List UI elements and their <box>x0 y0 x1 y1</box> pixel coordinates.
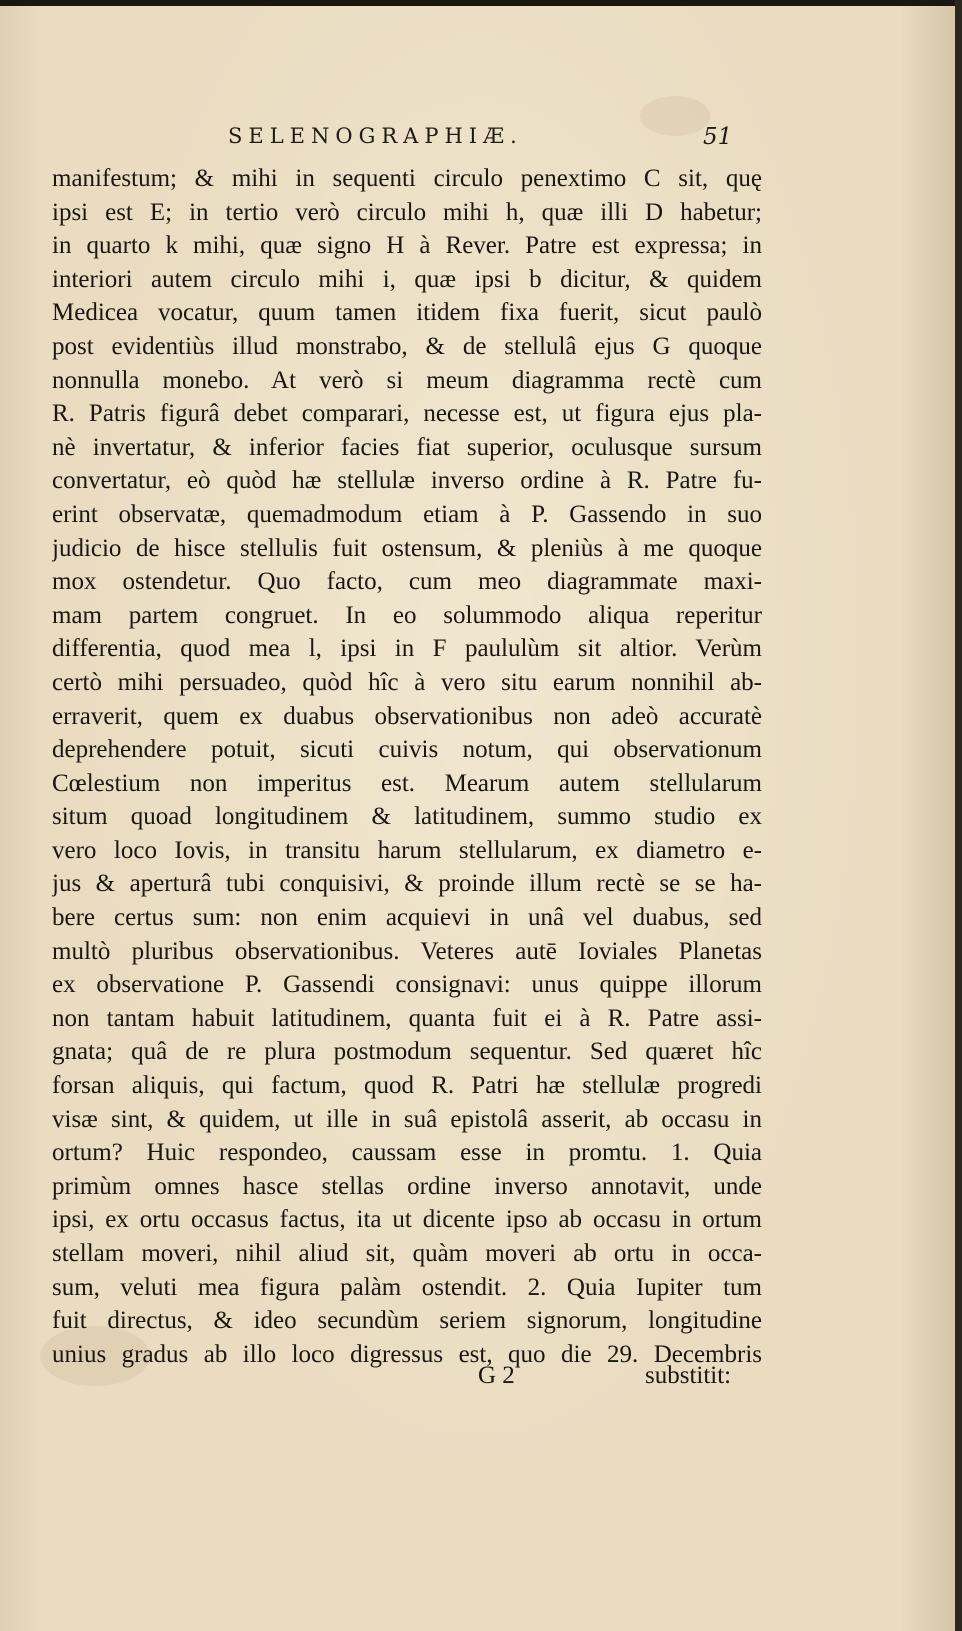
text-line: vero loco Iovis, in transitu harum stellularum, ex diametro e- <box>52 836 762 864</box>
text-line: convertatur, eò quòd hæ stellulæ inverso ordine à R. Patre fu- <box>52 467 762 495</box>
text-line: fuit directus, & ideo secundùm seriem signorum, longitudine <box>52 1307 762 1335</box>
running-head: SELENOGRAPHIÆ. <box>228 124 523 148</box>
text-line: post evidentiùs illud monstrabo, & de stellulâ ejus G quoque <box>52 332 762 360</box>
text-line: judicio de hisce stellulis fuit ostensum, & pleniùs à me quoque <box>52 534 762 562</box>
text-line: Cœlestium non imperitus est. Mearum autem stellularum <box>52 769 762 797</box>
text-line: ex observatione P. Gassendi consignavi: unus quippe illorum <box>52 971 762 999</box>
text-line: sum, veluti mea figura palàm ostendit. 2. Quia Iupiter tum <box>52 1273 762 1301</box>
text-line: manifestum; & mihi in sequenti circulo penextimo C sit, quę <box>52 165 762 192</box>
text-line: stellam moveri, nihil aliud sit, quàm moveri ab ortu in occa- <box>52 1240 762 1267</box>
text-line: non tantam habuit latitudinem, quanta fuit ei à R. Patre assi- <box>52 1004 762 1032</box>
text-line: bere certus sum: non enim acquievi in unâ vel duabus, sed <box>52 904 762 932</box>
text-line: nonnulla monebo. At verò si meum diagramma rectè cum <box>52 366 762 394</box>
catchword: substitit: <box>645 1362 732 1389</box>
text-line: multò pluribus observationibus. Veteres autē Ioviales Planetas <box>52 937 762 965</box>
text-line: gnata; quâ de re plura postmodum sequentur. Sed quæret hîc <box>52 1038 762 1066</box>
book-page <box>0 6 955 1631</box>
text-line: situm quoad longitudinem & latitudinem, summo studio ex <box>52 803 762 831</box>
text-line: interiori autem circulo mihi i, quæ ipsi b dicitur, & quidem <box>52 265 762 293</box>
text-line: primùm omnes hasce stellas ordine inverso annotavit, unde <box>52 1172 762 1200</box>
text-line: erint observatæ, quemadmodum etiam à P. Gassendo in suo <box>52 500 762 528</box>
text-line: deprehendere potuit, sicuti cuivis notum, qui observationum <box>52 736 762 764</box>
body-text <box>52 162 762 1371</box>
text-line: forsan aliquis, qui factum, quod R. Patri hæ stellulæ progredi <box>52 1072 762 1100</box>
text-line: differentia, quod mea l, ipsi in F paululùm sit altior. Verùm <box>52 635 762 663</box>
text-line: unius gradus ab illo loco digressus est, quo die 29. Decembris <box>52 1340 762 1368</box>
text-line: erraverit, quem ex duabus observationibus non adeò accuratè <box>52 702 762 730</box>
text-line: mox ostendetur. Quo facto, cum meo diagrammate maxi- <box>52 568 762 596</box>
text-line: ipsi est E; in tertio verò circulo mihi h, quæ illi D habetur; <box>52 198 762 226</box>
signature-mark: G 2 <box>478 1362 515 1389</box>
text-line: nè invertatur, & inferior facies fiat superior, oculusque sursum <box>52 433 762 461</box>
text-line: in quarto k mihi, quæ signo H à Rever. Patre est expressa; in <box>52 232 762 260</box>
text-line: jus & aperturâ tubi conquisivi, & proinde illum rectè se se ha- <box>52 870 762 898</box>
text-line: ortum? Huic respondeo, caussam esse in promtu. 1. Quia <box>52 1139 762 1167</box>
text-line: ipsi, ex ortu occasus factus, ita ut dicente ipso ab occasu in ortum <box>52 1206 762 1234</box>
text-line: mam partem congruet. In eo solummodo aliqua reperitur <box>52 601 762 629</box>
text-line: visæ sint, & quidem, ut ille in suâ epistolâ asserit, ab occasu in <box>52 1105 762 1133</box>
scan-edge <box>955 0 962 1631</box>
page-footer <box>60 1362 770 1398</box>
text-line: Medicea vocatur, quum tamen itidem fixa fuerit, sicut paulò <box>52 299 762 327</box>
text-line: R. Patris figurâ debet comparari, necesse est, ut figura ejus pla- <box>52 400 762 428</box>
text-line: certò mihi persuadeo, quòd hîc à vero situ earum nonnihil ab- <box>52 668 762 696</box>
page-number: 51 <box>703 124 733 150</box>
page-header <box>60 124 760 158</box>
